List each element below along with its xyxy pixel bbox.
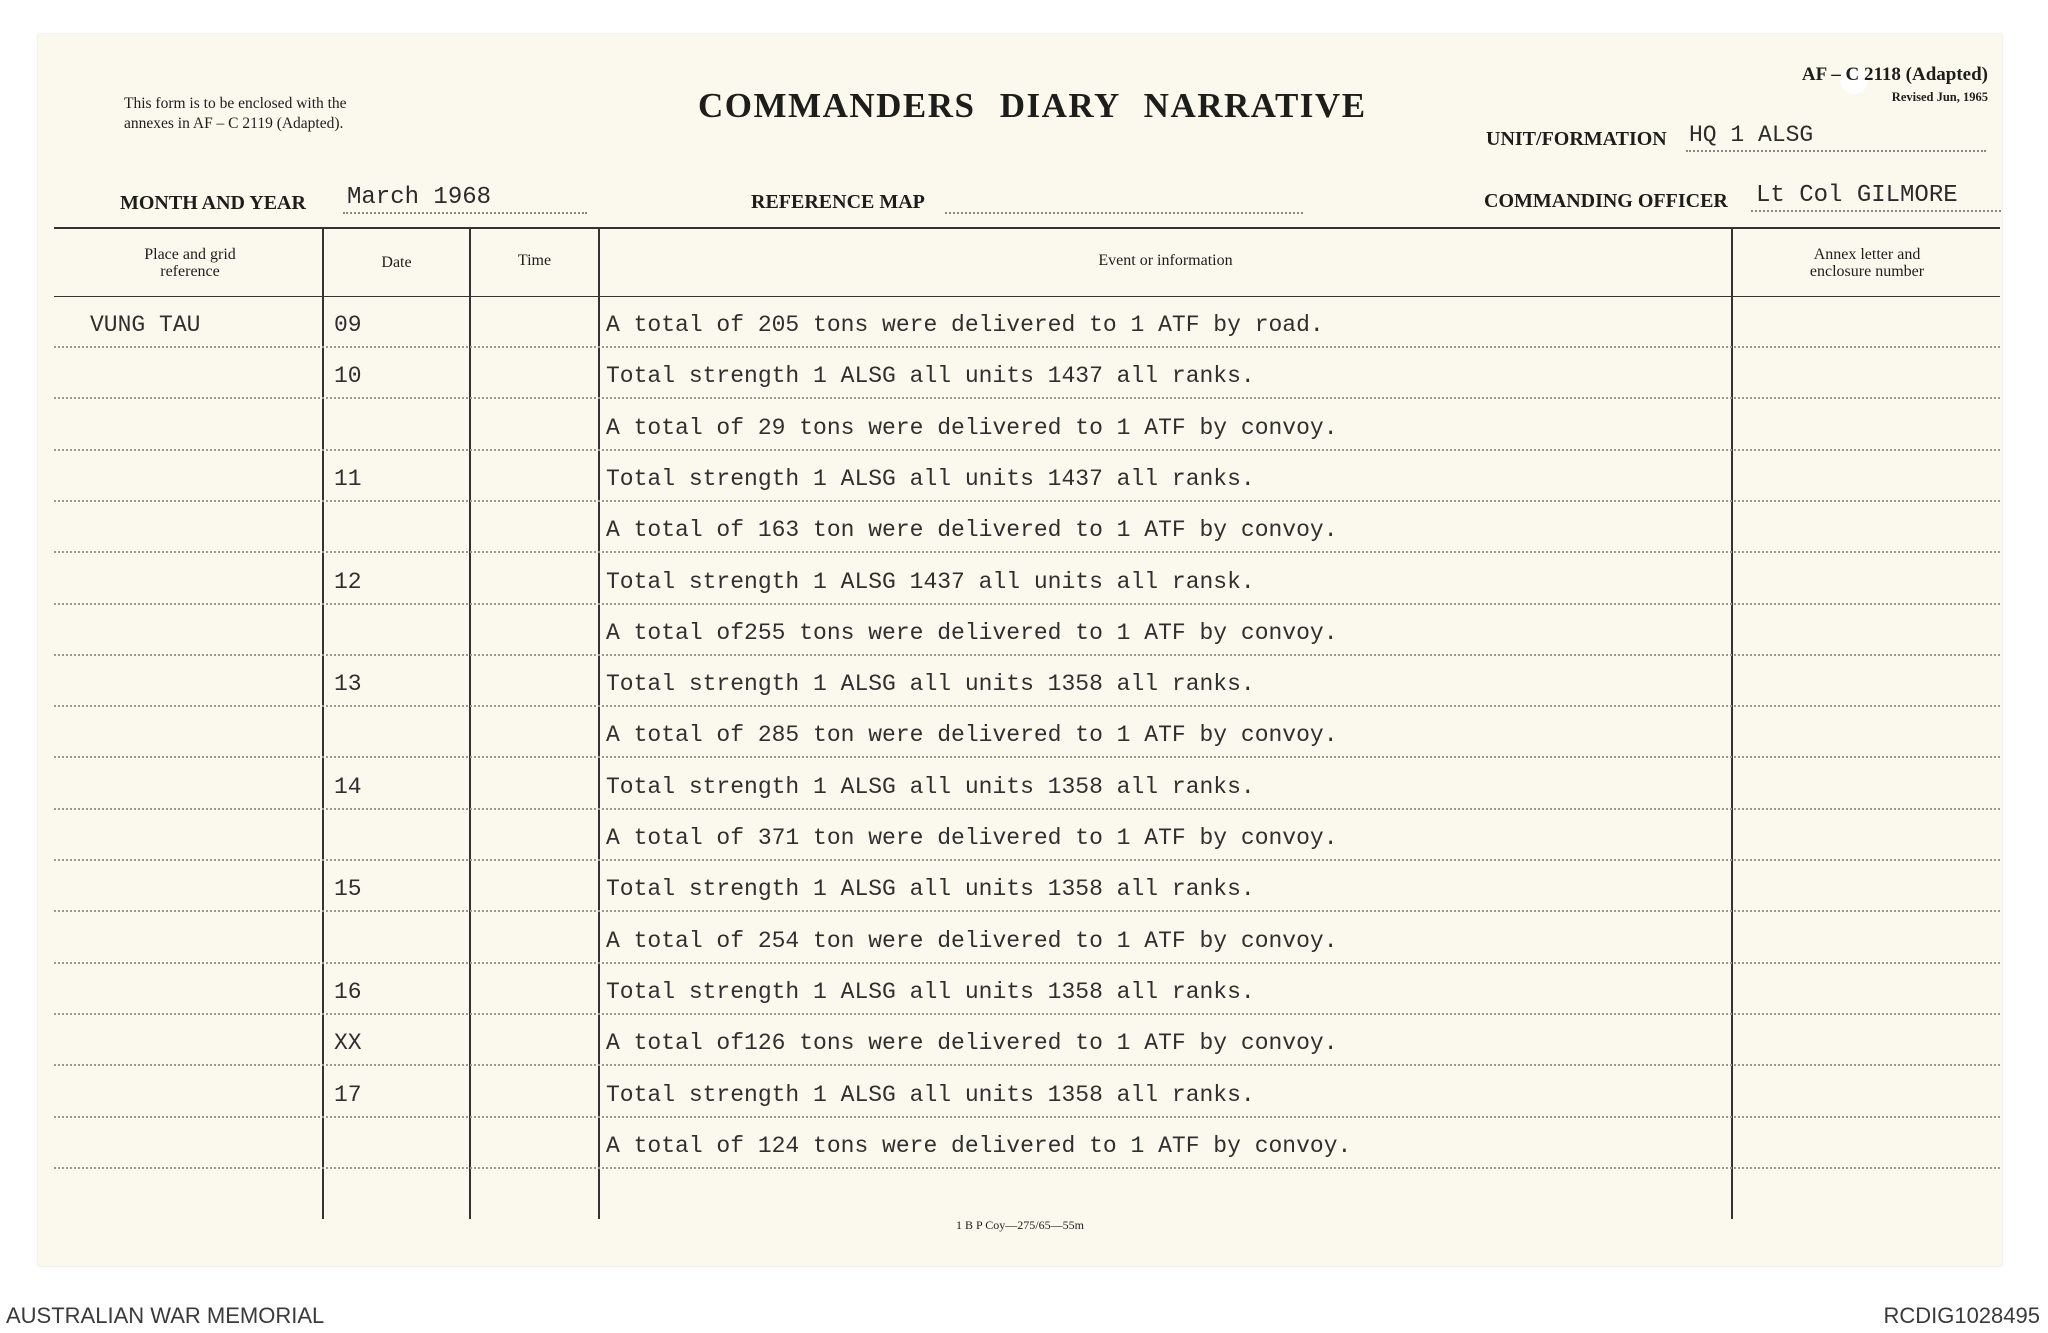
cell-event: A total of 124 tons were delivered to 1 ATF by convoy. [606, 1132, 1352, 1159]
form-title: COMMANDERS DIARY NARRATIVE [698, 86, 1367, 125]
archive-credit: AUSTRALIAN WAR MEMORIAL [6, 1303, 325, 1328]
cell-date: 11 [334, 465, 362, 492]
column-header-annex-line-2: enclosure number [1809, 263, 1925, 280]
row-dotted-rule [54, 705, 2000, 707]
row-dotted-rule [54, 808, 2000, 810]
cell-date: 12 [334, 568, 362, 595]
cell-date: 09 [334, 312, 362, 338]
cell-date: 13 [334, 671, 362, 698]
cell-event: Total strength 1 ALSG all units 1358 all ranks. [606, 978, 1255, 1005]
row-dotted-rule [54, 962, 2000, 964]
row-dotted-rule [54, 551, 2000, 553]
month-year-value: March 1968 [347, 184, 492, 211]
row-dotted-rule [54, 603, 2000, 605]
row-dotted-rule [54, 756, 2000, 758]
diary-form-sheet [38, 34, 2002, 1266]
printer-imprint: 1 B P Coy—275/65—55m [956, 1218, 1084, 1232]
column-header-place [58, 246, 322, 280]
table-top-rule [54, 227, 2000, 229]
column-header-date: Date [381, 254, 412, 271]
cell-event: A total of 29 tons were delivered to 1 ATF by convoy. [606, 414, 1338, 441]
cell-event: A total of255 tons were delivered to 1 ATF by convoy. [606, 619, 1338, 646]
unit-label: UNIT/FORMATION [1486, 128, 1667, 150]
column-header-time: Time [517, 252, 552, 269]
cell-date: XX [334, 1030, 362, 1057]
column-header-place-line-2: reference [160, 263, 220, 280]
reference-map-dotted-line [945, 212, 1303, 214]
month-year-dotted-line [343, 212, 587, 214]
cell-event: Total strength 1 ALSG all units 1358 all ranks. [606, 671, 1255, 698]
revision-date: Revised Jun, 1965 [1891, 90, 1988, 104]
cell-event: A total of 371 ton were delivered to 1 ATF by convoy. [606, 825, 1338, 851]
cell-event: A total of 254 ton were delivered to 1 ATF by convoy. [606, 927, 1338, 954]
cell-date: 15 [334, 876, 362, 903]
column-header-annex [1733, 246, 2001, 280]
commanding-officer-label: COMMANDING OFFICER [1484, 190, 1728, 212]
row-dotted-rule [54, 346, 2000, 348]
commanding-officer-dotted-line [1751, 210, 2001, 212]
row-dotted-rule [54, 1013, 2000, 1015]
cell-date: 16 [334, 978, 362, 1005]
cell-date: 10 [334, 363, 362, 390]
form-instructions [124, 94, 464, 134]
row-dotted-rule [54, 449, 2000, 451]
row-dotted-rule [54, 859, 2000, 861]
row-dotted-rule [54, 1167, 2000, 1169]
row-dotted-rule [54, 1064, 2000, 1066]
cell-event: Total strength 1 ALSG all units 1437 all ranks. [606, 363, 1255, 390]
column-header-event: Event or information [1098, 252, 1233, 269]
cell-date: 14 [334, 773, 362, 800]
row-dotted-rule [54, 397, 2000, 399]
column-divider-place-date [322, 227, 324, 1219]
cell-event: A total of 205 tons were delivered to 1 ATF by road. [606, 312, 1324, 338]
cell-event: Total strength 1 ALSG 1437 all units all ransk. [606, 568, 1255, 595]
form-number: AF – C 2118 (Adapted) [1801, 64, 1988, 85]
cell-date: 17 [334, 1081, 362, 1108]
cell-event: Total strength 1 ALSG all units 1437 all ranks. [606, 465, 1255, 492]
commanding-officer-value: Lt Col GILMORE [1756, 182, 1958, 209]
column-divider-time-event [598, 227, 600, 1219]
column-divider-event-annex [1731, 227, 1733, 1219]
cell-place: VUNG TAU [90, 312, 201, 338]
cell-event: A total of126 tons were delivered to 1 ATF by convoy. [606, 1030, 1338, 1057]
row-dotted-rule [54, 500, 2000, 502]
cell-event: Total strength 1 ALSG all units 1358 all ranks. [606, 773, 1255, 800]
month-year-label: MONTH AND YEAR [120, 192, 306, 214]
archive-reference-id: RCDIG1028495 [1883, 1303, 2040, 1328]
row-dotted-rule [54, 910, 2000, 912]
cell-event: A total of 163 ton were delivered to 1 ATF by convoy. [606, 517, 1338, 544]
table-header-rule [54, 296, 2000, 297]
cell-event: Total strength 1 ALSG all units 1358 all ranks. [606, 1081, 1255, 1108]
intro-line-2: annexes in AF – C 2119 (Adapted). [124, 115, 344, 132]
unit-dotted-line [1686, 150, 1986, 152]
intro-line-1: This form is to be enclosed with the [124, 95, 347, 112]
row-dotted-rule [54, 1116, 2000, 1118]
unit-value: HQ 1 ALSG [1689, 122, 1814, 148]
column-header-place-line-1: Place and grid [144, 246, 236, 263]
cell-event: Total strength 1 ALSG all units 1358 all ranks. [606, 876, 1255, 903]
column-divider-date-time [469, 227, 471, 1219]
reference-map-label: REFERENCE MAP [751, 191, 925, 213]
cell-event: A total of 285 ton were delivered to 1 ATF by convoy. [606, 722, 1338, 749]
row-dotted-rule [54, 654, 2000, 656]
column-header-annex-line-1: Annex letter and [1813, 246, 1921, 263]
